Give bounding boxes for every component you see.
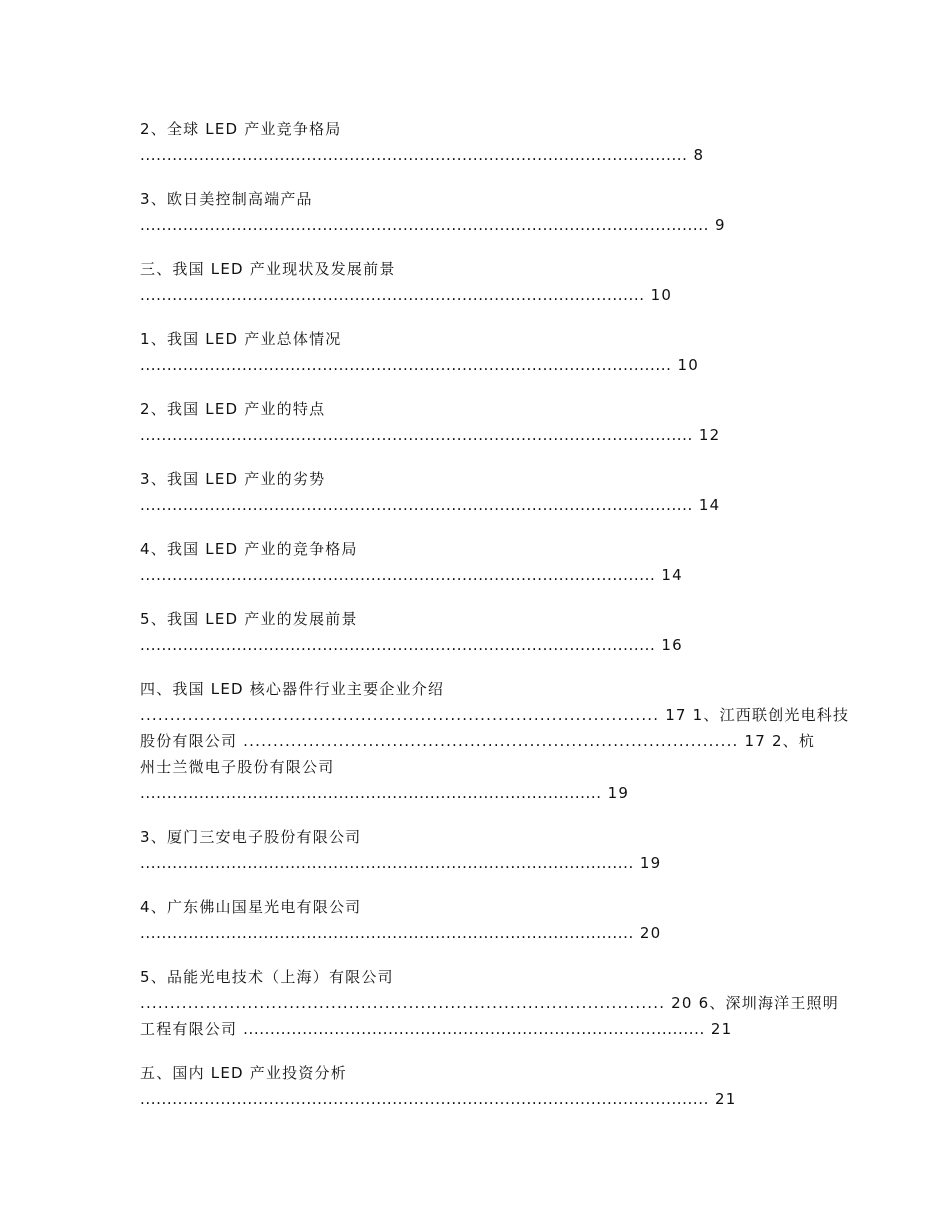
- toc-entry-title: 4、我国 LED 产业的竞争格局: [140, 540, 358, 558]
- toc-entry-title: 3、厦门三安电子股份有限公司: [140, 828, 362, 846]
- toc-entry[interactable]: [140, 326, 810, 378]
- toc-leader-dots: ..........................................................................................................: [140, 216, 710, 234]
- toc-entry-title: 三、我国 LED 产业现状及发展前景: [140, 260, 396, 278]
- toc-entry[interactable]: [140, 396, 810, 448]
- toc-section-five-item[interactable]: [140, 964, 839, 1042]
- toc-entry[interactable]: [140, 256, 810, 308]
- toc-entry-title: 1、我国 LED 产业总体情况: [140, 330, 342, 348]
- toc-entry-title: 4、广东佛山国星光电有限公司: [140, 898, 362, 916]
- toc-page-number: 8: [693, 146, 705, 164]
- toc-leader-dots: .......................................................................................................: [140, 426, 693, 444]
- toc-entry-title: 3、我国 LED 产业的劣势: [140, 470, 326, 488]
- toc-leader-dots: .......................................................................................................: [140, 496, 693, 514]
- toc-page-number: 10: [650, 286, 673, 304]
- toc-entry-title: 2、我国 LED 产业的特点: [140, 400, 326, 418]
- toc-entry[interactable]: [140, 536, 810, 588]
- toc-page-number: 20: [639, 924, 662, 942]
- toc-page-number: 19: [607, 784, 630, 802]
- toc-page-number: 12: [698, 426, 721, 444]
- toc-entry[interactable]: [140, 116, 810, 168]
- toc-leader-dots: ......................................................................................................: [140, 146, 688, 164]
- toc-entry-title: 2、全球 LED 产业竞争格局: [140, 120, 342, 138]
- toc-entry-title: 5、品能光电技术（上海）有限公司: [140, 968, 394, 986]
- toc-entry[interactable]: [140, 466, 810, 518]
- toc-wrapped-line: ........................................................................................ 20 6、深圳海洋王照明: [140, 994, 839, 1012]
- toc-leader-dots: ............................................................................................: [140, 924, 634, 942]
- toc-page-number: 16: [661, 636, 683, 654]
- toc-leader-dots: ................................................................................................: [140, 566, 656, 584]
- toc-wrapped-line: 州士兰微电子股份有限公司: [140, 758, 335, 776]
- toc-leader-dots: ......................................................................................: [140, 784, 602, 802]
- toc-leader-dots: ............................................................................................: [140, 854, 634, 872]
- toc-entry[interactable]: [140, 1060, 810, 1112]
- toc-entry[interactable]: [140, 894, 810, 946]
- toc-page-number: 9: [715, 216, 726, 234]
- toc-entry[interactable]: [140, 606, 810, 658]
- toc-page-number: 14: [698, 496, 721, 514]
- toc-page: [140, 116, 850, 1130]
- toc-wrapped-line: 股份有限公司 ................................................................................... 17 2、杭: [140, 732, 816, 750]
- toc-page-number: 14: [661, 566, 683, 584]
- toc-entry[interactable]: [140, 824, 810, 876]
- toc-entry-title: 四、我国 LED 核心器件行业主要企业介绍: [140, 680, 445, 698]
- toc-section-four[interactable]: [140, 676, 850, 806]
- toc-page-number: 19: [639, 854, 662, 872]
- toc-wrapped-line: ....................................................................................... 17 1、江西联创光电科技: [140, 706, 850, 724]
- toc-leader-dots: ......................................................................................: [243, 1020, 705, 1038]
- toc-page-number: 21: [710, 1020, 733, 1038]
- toc-page-number: 10: [677, 356, 699, 374]
- toc-entry-title: 五、国内 LED 产业投资分析: [140, 1064, 347, 1082]
- toc-page-number: 21: [715, 1090, 737, 1108]
- toc-leader-dots: ..........................................................................................................: [140, 1090, 710, 1108]
- toc-leader-dots: ................................................................................................: [140, 636, 656, 654]
- toc-entry-title: 3、欧日美控制高端产品: [140, 190, 313, 208]
- toc-entry[interactable]: [140, 186, 810, 238]
- toc-leader-dots: ..............................................................................................: [140, 286, 645, 304]
- toc-wrapped-text: 工程有限公司: [140, 1020, 244, 1038]
- toc-leader-dots: ...................................................................................................: [140, 356, 672, 374]
- toc-entry-title: 5、我国 LED 产业的发展前景: [140, 610, 358, 628]
